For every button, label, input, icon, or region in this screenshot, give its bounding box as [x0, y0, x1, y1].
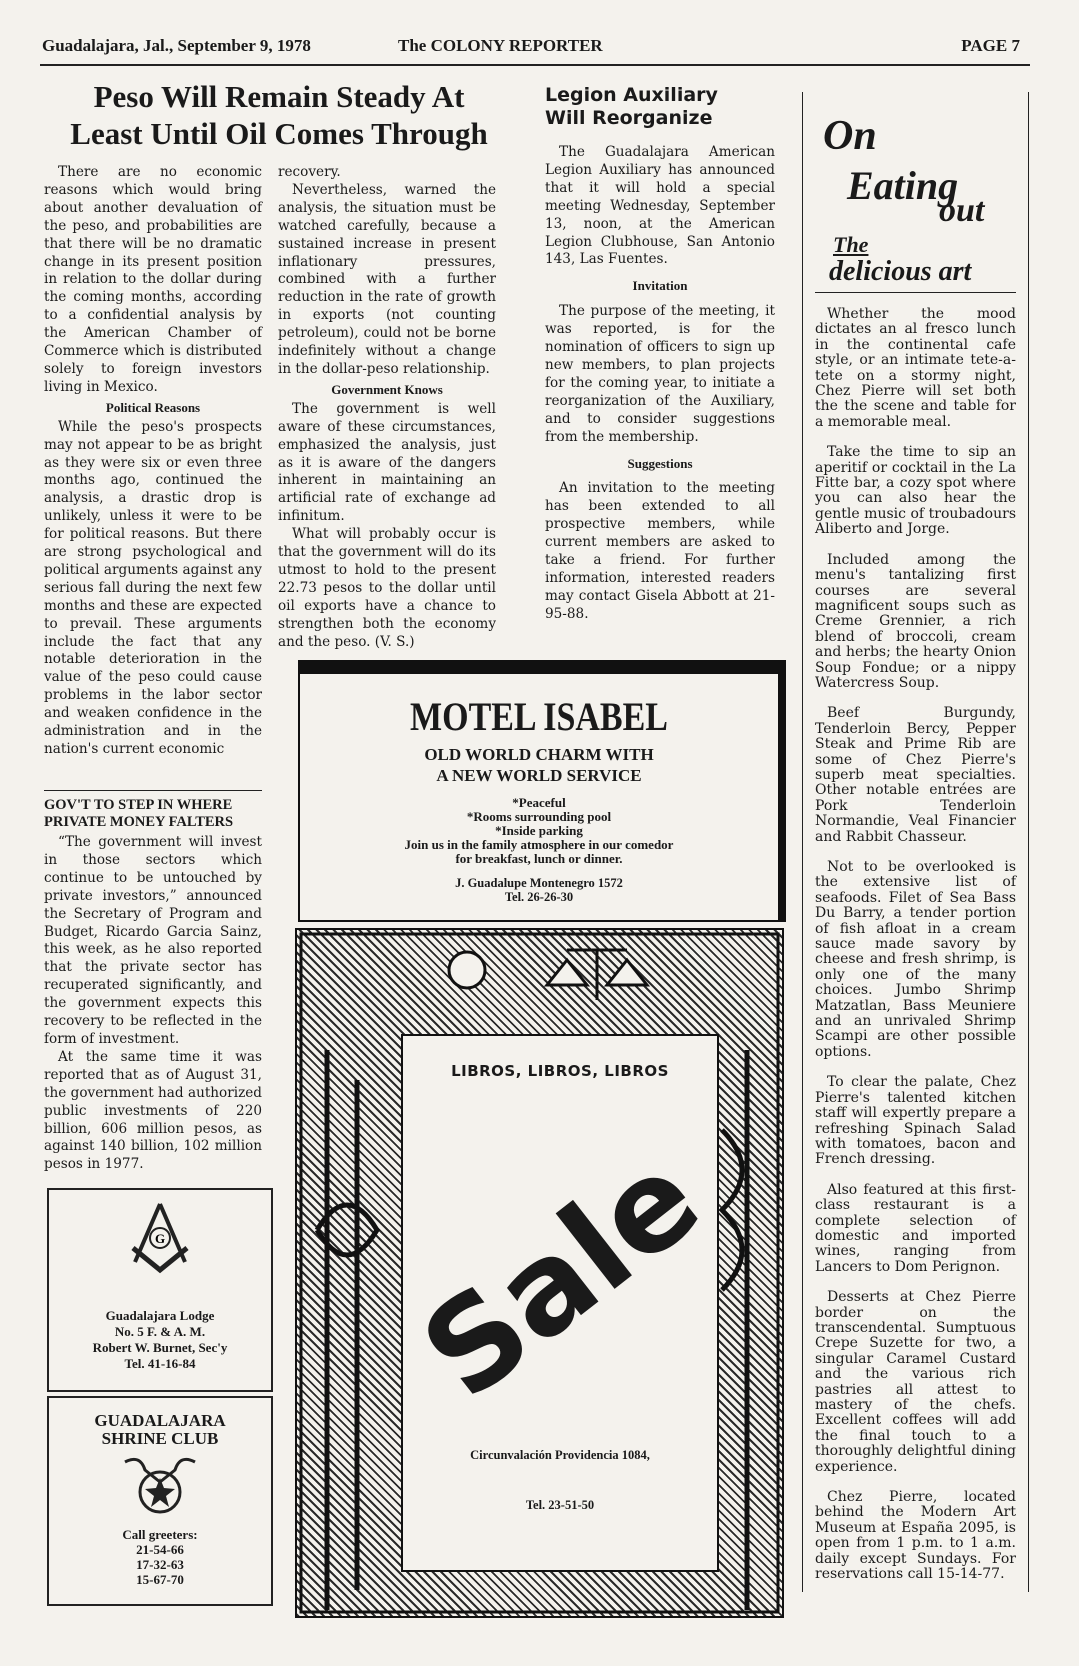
eating-paragraph: Included among the menu's tantalizing first courses are several magnificent soups such as Creme Grennier, a rich blend of broccoli, cream and herbs; the hearty Onion Soup Fondue; or a nippy Watercress Soup.: [815, 551, 1016, 691]
logo-out: out: [939, 192, 985, 229]
lodge-line2: No. 5 F. & A. M.: [114, 1324, 206, 1339]
legion-article: [545, 84, 775, 624]
logo-art: delicious art: [829, 256, 972, 287]
lodge-line4: Tel. 41-16-84: [124, 1356, 196, 1371]
motel-address: J. Guadalupe Montenegro 1572: [455, 876, 623, 890]
peso-column-2: [278, 164, 496, 651]
peso-paragraph: What will probably occur is that the government will do its utmost to hold to the present 22.73 pesos to the dollar until oil exports have a chance to strengthen both the economy and the peso. (V. S.): [278, 526, 496, 650]
eating-paragraph: Whether the mood dictates an al fresco lunch in the continental cafe style, or an intimate tete-a-tete on a stormy night, Chez Pierre will set both the the scene and table for a memorable meal.: [815, 306, 1016, 430]
peso-paragraph: recovery.: [278, 164, 341, 180]
legion-headline-line2: Will Reorganize: [545, 107, 713, 129]
eating-out-column: [802, 92, 1029, 1592]
peso-subhead-government: Government Knows: [331, 381, 443, 397]
motel-feature: *Peaceful: [512, 795, 566, 810]
govt-paragraph: At the same time it was reported that as of August 31, the government had authorized public investments of 220 billion, 606 million pesos, as against 140 billion, 102 million pesos in 1977.: [44, 1048, 262, 1173]
motel-tagline2: A NEW WORLD SERVICE: [436, 766, 642, 785]
motel-name: MOTEL ISABEL: [410, 694, 668, 739]
eating-paragraph: Take the time to sip an aperitif or cocktail in the La Fitte bar, a cozy spot where you can also hear the gentle music of troubadours Aliberto and Jorge.: [815, 444, 1016, 538]
shrine-call: Call greeters:: [122, 1527, 198, 1542]
eating-paragraph: Also featured at this first-class restaurant is a complete selection of domestic and imported wines, ranging from Lancers to Dom Perignon.: [815, 1181, 1016, 1275]
shrine-emblem-icon: [115, 1452, 205, 1516]
masthead: [40, 34, 1030, 66]
govt-article: [44, 790, 262, 1174]
legion-subhead-suggestions: Suggestions: [627, 455, 693, 471]
paper-name: The COLONY REPORTER: [398, 36, 603, 55]
peso-headline-line1: Peso Will Remain Steady At: [93, 79, 465, 114]
govt-headline-line2: PRIVATE MONEY FALTERS: [44, 814, 234, 830]
svg-text:G: G: [154, 1231, 166, 1246]
motel-invite: for breakfast, lunch or dinner.: [455, 851, 623, 866]
motel-feature: *Rooms surrounding pool: [466, 809, 612, 824]
libros-address: Circunvalación Providencia 1084,: [470, 1448, 650, 1462]
eating-paragraph: Not to be overlooked is the extensive list of seafoods. Filet of Sea Bass Du Barry, a tender portion of fish afloat in a cream sauce made savory by cheese and fresh shrimp, is only one of the many choices. Jumbo Shrimp Matzatlan, Bass Meuniere and an unrivaled Shrimp Scampi are other possible options.: [815, 859, 1016, 1060]
legion-headline-line1: Legion Auxiliary: [545, 84, 718, 106]
legion-paragraph: An invitation to the meeting has been extended to all prospective members, while current members are asked to take a friend. For further information, interested readers may contact Gisela Abbott at 21-95-88.: [545, 480, 775, 622]
eating-paragraph: To clear the palate, Chez Pierre's talented kitchen staff will expertly prepare a refreshing Spinach Salad with tomatoes, bacon and French dressing.: [815, 1074, 1016, 1168]
lodge-line3: Robert W. Burnet, Sec'y: [92, 1340, 228, 1355]
legion-paragraph: The Guadalajara American Legion Auxiliary has announced that it will hold a special meeting Wednesday, September 13, noon, at the American Legion Clubhouse, San Antonio 143, Las Fuentes.: [545, 144, 775, 268]
libros-ad: [295, 928, 784, 1618]
eating-out-logo: [815, 92, 1016, 293]
page-number: PAGE 7: [961, 36, 1020, 55]
peso-paragraph: The government is well aware of these circumstances, emphasized the analysis, just as it is aware of the dangers inherent in maintaining an artificial rate of exchange ad infinitum.: [278, 400, 496, 525]
shrine-title-line2: SHRINE CLUB: [101, 1429, 219, 1448]
eating-paragraph: Chez Pierre, located behind the Modern Art Museum at España 2095, is open from 1 p.m. to 1 a.m. daily except Sundays. For reservations call 15-14-77.: [815, 1489, 1016, 1583]
shrine-tel: 21-54-66: [136, 1542, 184, 1557]
libros-sale: Sale: [395, 1123, 726, 1428]
logo-on: On: [823, 113, 877, 159]
logo-eating: Eating: [847, 163, 959, 208]
peso-headline-line2: Least Until Oil Comes Through: [70, 116, 488, 152]
shrine-tel: 17-32-63: [136, 1557, 184, 1572]
logo-the: The: [833, 232, 869, 257]
peso-paragraph: Nevertheless, warned the analysis, the situation must be watched carefully, because a sustained increase in present inflationary pressures, combined with a further reduction in the rate of growth in exports (not counting petroleum), could not be borne indefinitely without a change in the dollar-peso relationship.: [278, 181, 496, 377]
peso-paragraph: While the peso's prospects may not appear to be as bright as they were six or even three months ago, continued the analysis, a drastic drop is unlikely, unless it were to be for political reasons. But there are strong psychological and political arguments against any serious fall during the next few months and these are expected to prevail. These arguments include the fact that any notable deterioration in the value of the peso could cause problems in the labor sector and weaken confidence in the administration and in the nation's current economic: [44, 418, 262, 757]
govt-paragraph: “The government will invest in those sectors which continue to be untouched by private investors,” announced the Secretary of Program and Budget, Ricardo Garcia Sainz, this week, as he also reported that the private sector has recuperated significantly, and the government expects this recovery to be reflected in the form of investment.: [44, 834, 262, 1047]
lodge-line1: Guadalajara Lodge: [105, 1308, 215, 1323]
shrine-ad: [47, 1396, 273, 1606]
motel-invite: Join us in the family atmosphere in our comedor: [404, 837, 674, 852]
motel-feature: *Inside parking: [495, 823, 583, 838]
eating-paragraph: Desserts at Chez Pierre border on the transcendental. Sumptuous Crepe Suzette for two, a singular Caramel Custard and the various rich pastries all attest to mastery of the chefs. Excellent coffees will add the final touch to a thoroughly delightful dining experience.: [815, 1289, 1016, 1475]
motel-tagline1: OLD WORLD CHARM WITH: [424, 745, 654, 764]
eating-paragraph: Beef Burgundy, Tenderloin Bercy, Pepper Steak and Prime Rib are some of Chez Pierre's superb meat specialties. Other notable entrées are Pork Tenderloin Normandie, Veal Financier and Rabbit Chasseur.: [815, 705, 1016, 845]
shrine-title-line1: GUADALAJARA: [94, 1411, 226, 1430]
shrine-tel: 15-67-70: [136, 1572, 184, 1587]
peso-subhead-political: Political Reasons: [105, 399, 201, 415]
lodge-ad: [47, 1188, 273, 1392]
legion-subhead-invitation: Invitation: [632, 278, 688, 294]
dateline: Guadalajara, Jal., September 9, 1978: [42, 36, 311, 55]
legion-paragraph: The purpose of the meeting, it was reported, is for the nomination of officers to sign up new members, to plan projects for the coming year, to initiate a reorganization of the Auxiliary, and to consider suggestions from the membership.: [545, 303, 775, 445]
peso-column-1: [44, 164, 262, 759]
govt-headline-line1: GOV'T TO STEP IN WHERE: [44, 797, 233, 813]
libros-heading: LIBROS, LIBROS, LIBROS: [451, 1062, 669, 1080]
libros-tel: Tel. 23-51-50: [525, 1498, 595, 1512]
motel-tel: Tel. 26-26-30: [504, 890, 574, 904]
peso-headline: [44, 80, 514, 151]
square-compass-icon: [125, 1200, 195, 1280]
peso-paragraph: There are no economic reasons which would bring about another devaluation of the peso, and probabilities are that there will be no dramatic change in its present position in relation to the dollar during the coming months, according to a confidential analysis by the American Chamber of Commerce which is distributed solely to foreign investors living in Mexico.: [44, 164, 262, 395]
motel-isabel-ad: [298, 660, 780, 922]
